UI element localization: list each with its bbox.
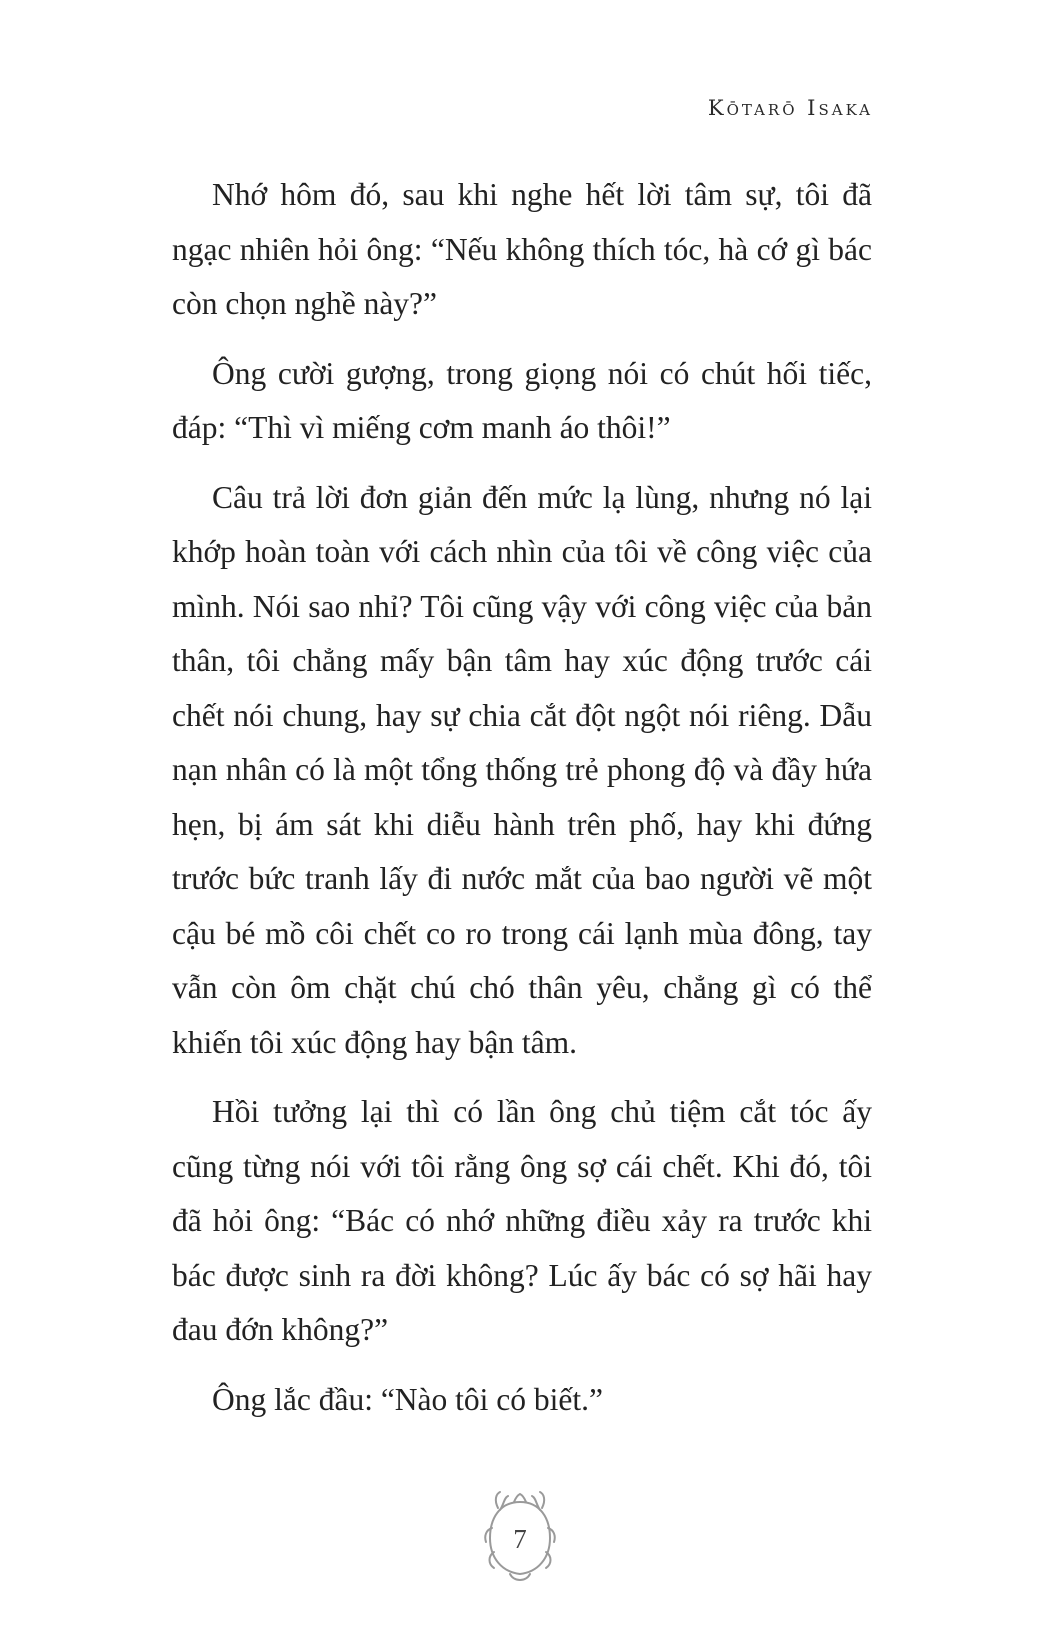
page-folio (470, 1488, 570, 1583)
paragraph: Nhớ hôm đó, sau khi nghe hết lời tâm sự, tôi đã ngạc nhiên hỏi ông: “Nếu không thích tóc, hà cớ gì bác còn chọn nghề này?” (172, 177, 872, 321)
page-number: 7 (513, 1524, 527, 1554)
paragraph: Ông cười gượng, trong giọng nói có chút hối tiếc, đáp: “Thì vì miếng cơm manh áo thôi!” (172, 355, 872, 445)
running-header-author: Kōtarō Isaka (707, 96, 873, 120)
paragraph: Câu trả lời đơn giản đến mức lạ lùng, nhưng nó lại khớp hoàn toàn với cách nhìn của tôi về công việc của mình. Nói sao nhỉ? Tôi cũng vậy với công việc của bản thân, tôi chẳng mấy bận tâm hay xúc động trước cái chết nói chung, hay sự chia cắt đột ngột nói riêng. Dẫu nạn nhân có là một tổng thống trẻ phong độ và đầy hứa hẹn, bị ám sát khi diễu hành trên phố, hay khi đứng trước bức tranh lấy đi nước mắt của bao người vẽ một cậu bé mồ côi chết co ro trong cái lạnh mùa đông, tay vẫn còn ôm chặt chú chó thân yêu, chẳng gì có thể khiến tôi xúc động hay bận tâm. (172, 479, 872, 1060)
body-text (172, 168, 872, 1442)
paragraph: Ông lắc đầu: “Nào tôi có biết.” (212, 1381, 603, 1417)
paragraph: Hồi tưởng lại thì có lần ông chủ tiệm cắt tóc ấy cũng từng nói với tôi rằng ông sợ cái chết. Khi đó, tôi đã hỏi ông: “Bác có nhớ những điều xảy ra trước khi bác được sinh ra đời không? Lúc ấy bác có sợ hãi hay đau đớn không?” (172, 1094, 872, 1347)
